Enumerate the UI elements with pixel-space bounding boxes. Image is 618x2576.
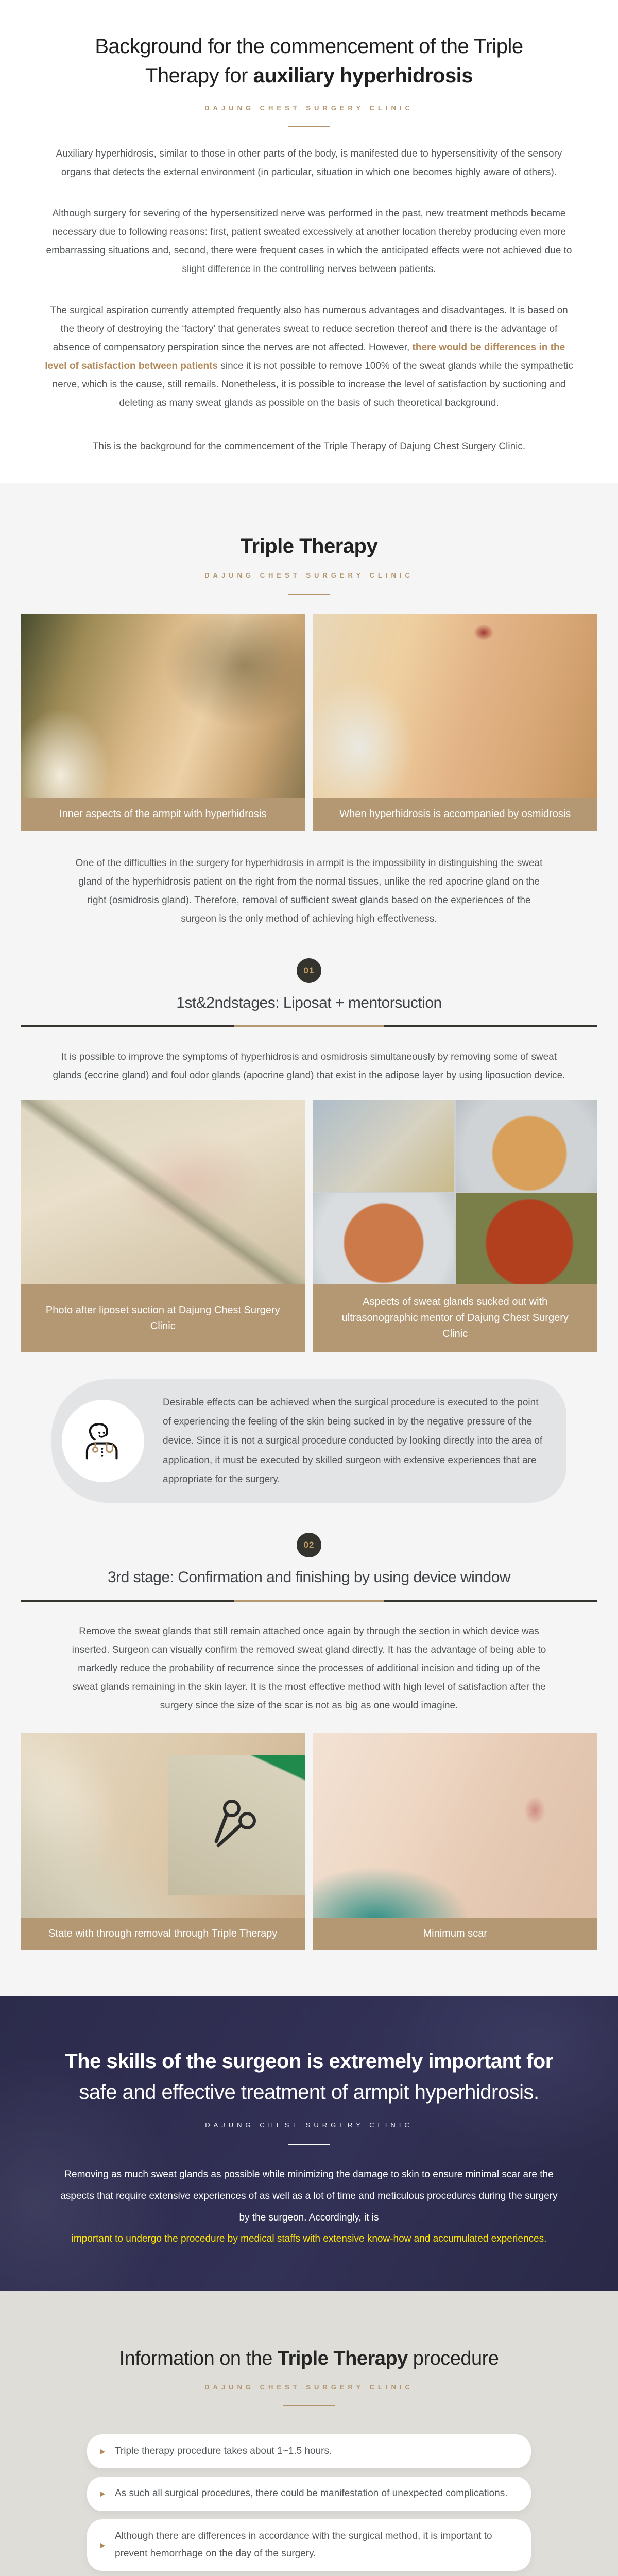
- minimum-scar-photo: [313, 1733, 598, 1918]
- clinic-name: DAJUNG CHEST SURGERY CLINIC: [204, 2383, 414, 2392]
- page-title-line2-pre: Therapy for: [145, 64, 253, 87]
- info-list-item: [87, 2477, 531, 2511]
- info-list: [87, 2434, 531, 2576]
- collage-dish-photo: [313, 1100, 455, 1192]
- skills-paragraph: [57, 2164, 561, 2250]
- info-title-keyword: Triple Therapy: [277, 2348, 408, 2370]
- doctor-icon: [79, 1417, 127, 1465]
- intro-paragraph-3-highlight: there would be differences in the level of satisfaction between patients: [45, 342, 565, 371]
- surgeon-note-box: [52, 1379, 566, 1503]
- intro-paragraph-1: Auxiliary hyperhidrosis, similar to those in other parts of the body, is manifested due to hypersensitivity of the sensory organs that detects the external environment (in particular, situation in which one becomes highly aware of others).: [56, 148, 562, 178]
- photo-caption: When hyperhidrosis is accompanied by osmidrosis: [313, 798, 598, 831]
- page-title-line1: Background for the commencement of the Triple: [95, 35, 523, 58]
- photo-caption: Photo after liposet suction at Dajung Chest Surgery Clinic: [21, 1284, 305, 1352]
- page-title-line2: [21, 61, 597, 91]
- triple-paragraph: One of the difficulties in the surgery for hyperhidrosis in armpit is the impossibility in distinguishing the sweat gland of the hyperhidrosis patient on the right from the normal tissues, unlike the red apocrine gland on the right (osmidrosis gland). Therefore, removal of sufficient sweat glands based on the experiences of the surgeon is the only method of achieving high effectiveness.: [75, 858, 543, 924]
- bullet-arrow-icon: [100, 2543, 108, 2548]
- intro-paragraph-3: [44, 301, 574, 413]
- armpit-hyperhidrosis-photo: [21, 614, 305, 798]
- stage-divider: [21, 1025, 597, 1027]
- armpit-photo-row: [21, 614, 597, 798]
- doctor-icon-circle: [62, 1400, 144, 1482]
- info-item-text: As such all surgical procedures, there could be manifestation of unexpected complications.: [115, 2488, 508, 2499]
- triple-therapy-title: Triple Therapy: [240, 535, 378, 557]
- intro-paragraph-4: This is the background for the commencement of the Triple Therapy of Dajung Chest Surgery Clinic.: [92, 440, 526, 452]
- collage-dish-photo: [456, 1100, 597, 1192]
- stage1-badge: 01: [297, 958, 321, 983]
- intro-paragraph-3-pre: The surgical aspiration currently attempted frequently also has numerous advantages and disadvantages. It is based on the theory of destroying the ‘factory’ that generates sweat to reduce secretion thereof and there is the advantage of absence of compensatory perspiration since the nerves are not affected. However,: [50, 304, 568, 353]
- triple-therapy-section: [0, 483, 618, 1996]
- gold-divider: [283, 2405, 335, 2406]
- collage-dish-photo: [313, 1193, 455, 1284]
- stage2-paragraph: Remove the sweat glands that still remain attached once again by through the section in which device was inserted. Surgeon can visually confirm the removed sweat gland directly. It has the advantage of being able to markedly reduce the probability of recurrence since the processes of additional incision and tiding up of the sweat glands remaining in the skin layer. It is the most effective method with high level of satisfaction after the surgery since the size of the scar is not as big as one would imagine.: [72, 1626, 546, 1711]
- stage1-photo-row: [21, 1100, 597, 1284]
- stage-divider: [21, 1600, 597, 1602]
- skills-paragraph-white: Removing as much sweat glands as possible while minimizing the damage to skin to ensure minimal scar are the aspects that require extensive experiences of as well as a lot of time and meticulous procedures during the surgery by the surgeon. Accordingly, it is: [60, 2169, 558, 2223]
- info-list-item: [87, 2434, 531, 2468]
- page-title-keyword: auxiliary hyperhidrosis: [253, 64, 473, 87]
- page-title: [21, 32, 597, 91]
- armpit-osmidrosis-photo: [313, 614, 598, 798]
- clinic-name: DAJUNG CHEST SURGERY CLINIC: [205, 2121, 413, 2129]
- procedure-info-section: [0, 2291, 618, 2576]
- triple-therapy-removal-photo: [21, 1733, 305, 1918]
- stage2-badge: 02: [297, 1533, 321, 1557]
- stage1-paragraph: It is possible to improve the symptoms of hyperhidrosis and osmidrosis simultaneously by removing some of sweat glands (eccrine gland) and foul odor glands (apocrine gland) that exist in the adipose layer by using liposuction device.: [53, 1052, 565, 1081]
- info-title-post: procedure: [407, 2348, 499, 2370]
- skills-paragraph-highlight: important to undergo the procedure by medical staffs with extensive know-how and accumulated experiences.: [71, 2233, 547, 2245]
- surgeon-note-text: Desirable effects can be achieved when the surgical procedure is executed to the point of experiencing the feeling of the skin being sucked in by the negative pressure of the device. Since it is not a surgical procedure conducted by looking directly into the area of application, it must be executed by skilled surgeon with extensive experiences that are appropriate for the surgery.: [163, 1397, 543, 1485]
- bullet-arrow-icon: [100, 2449, 108, 2454]
- gold-divider: [288, 594, 330, 595]
- white-divider: [288, 2144, 330, 2145]
- photo-caption: Aspects of sweat glands sucked out with ultrasonographic mentor of Dajung Chest Surgery Clinic: [313, 1284, 598, 1352]
- skills-title-line1: The skills of the surgeon is extremely important for: [65, 2050, 553, 2073]
- info-title-pre: Information on the: [119, 2348, 278, 2370]
- photo-caption: Inner aspects of the armpit with hyperhidrosis: [21, 798, 305, 831]
- bullet-arrow-icon: [100, 2492, 108, 2497]
- gold-divider: [288, 126, 330, 127]
- intro-paragraph-2: Although surgery for severing of the hypersensitized nerve was performed in the past, new treatment methods became necessary due to following reasons: first, patient sweated excessively at another location thereby producing even more embarrassing situations and, second, there were frequent cases in which the anticipated effects were not achieved due to slight difference in the controlling nerves between patients.: [46, 208, 572, 275]
- stage1-heading: 1st&2ndstages: Liposat + mentorsuction: [176, 994, 442, 1011]
- sweat-gland-collage-photo: [313, 1100, 598, 1284]
- collage-dish-photo: [456, 1193, 597, 1284]
- clinic-name: DAJUNG CHEST SURGERY CLINIC: [204, 571, 414, 579]
- stage2-caption-row: [21, 1918, 597, 1950]
- skills-title-line2: safe and effective treatment of armpit hyperhidrosis.: [79, 2081, 539, 2104]
- liposet-suction-photo: [21, 1100, 305, 1284]
- info-item-text: Triple therapy procedure takes about 1~1.5 hours.: [115, 2446, 332, 2457]
- scissors-icon: [206, 1794, 268, 1856]
- intro-paragraph-3-post: since it is not possible to remove 100% of the sweat glands while the sympathetic nerve, which is the cause, still remails. Nonetheless, it is possible to increase the level of satisfaction by suctioning and deleting as many sweat glands as possible on the basis of such theoretical background.: [52, 360, 573, 409]
- photo-caption: Minimum scar: [313, 1918, 598, 1950]
- info-item-text: Although there are differences in accordance with the surgical method, it is important to prevent hemorrhage on the day of the surgery.: [115, 2530, 492, 2559]
- scissors-inset-photo: [168, 1755, 305, 1895]
- intro-section: [0, 0, 618, 483]
- stage1-caption-row: [21, 1284, 597, 1352]
- info-list-item: [87, 2519, 531, 2571]
- surgeon-skills-section: [0, 1996, 618, 2291]
- photo-caption: State with through removal through Triple Therapy: [21, 1918, 305, 1950]
- stage2-photo-row: [21, 1733, 597, 1918]
- clinic-name: DAJUNG CHEST SURGERY CLINIC: [204, 104, 414, 112]
- info-title: [0, 2348, 618, 2370]
- stage2-heading: 3rd stage: Confirmation and finishing by using device window: [107, 1569, 511, 1586]
- skills-title: [21, 2046, 597, 2108]
- armpit-caption-row: [21, 798, 597, 831]
